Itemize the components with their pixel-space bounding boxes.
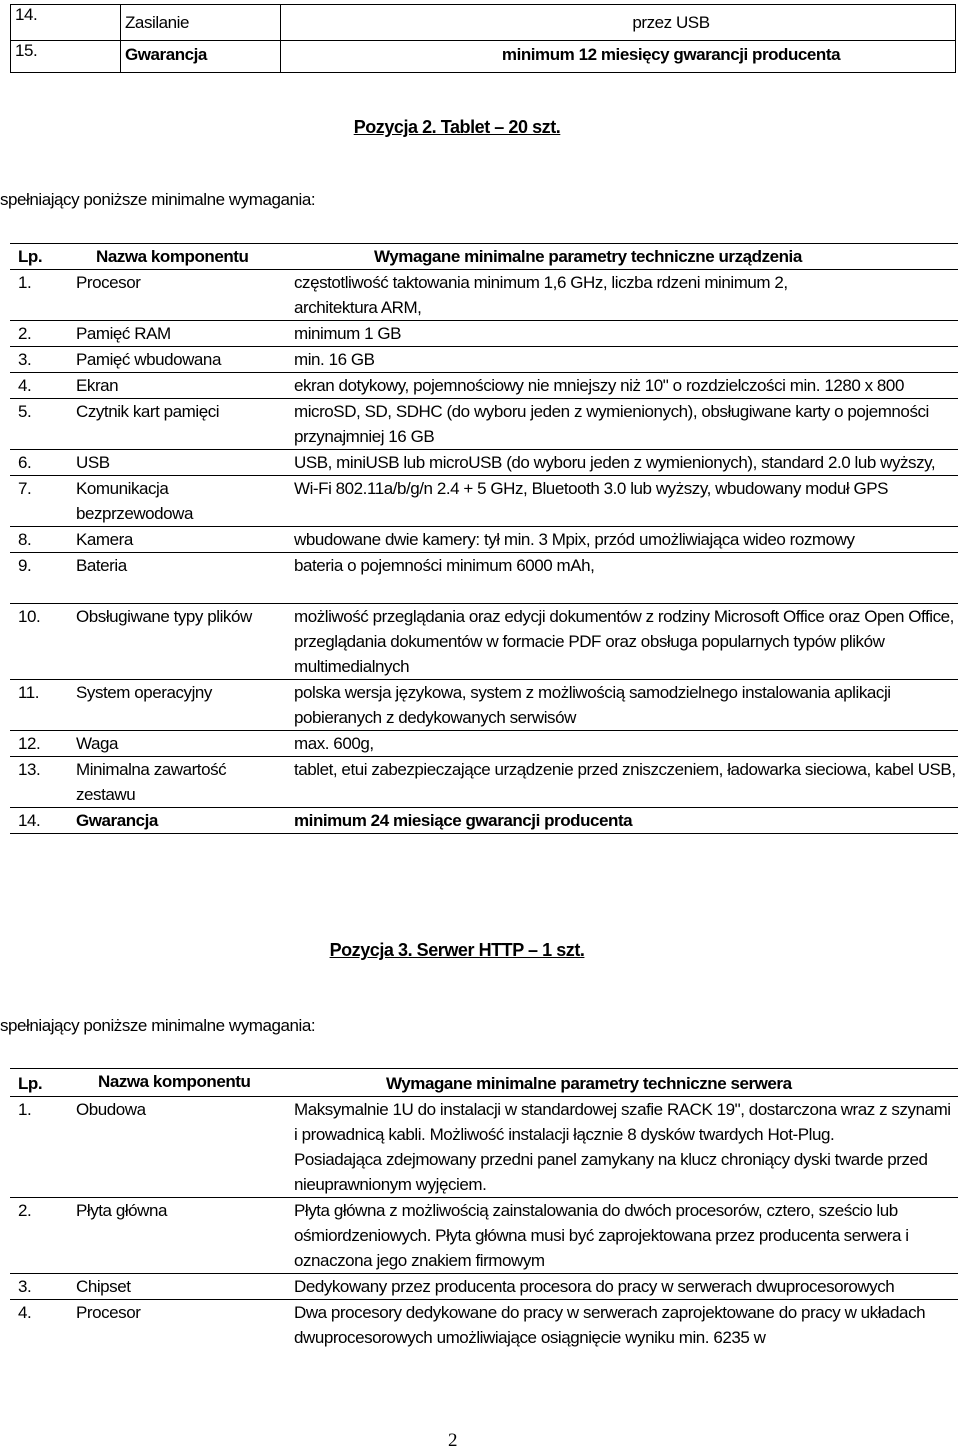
row-name: Chipset (68, 1274, 286, 1300)
section-intro: spełniający poniższe minimalne wymagania: (0, 190, 316, 209)
section-title: Pozycja 3. Serwer HTTP – 1 szt. (329, 940, 585, 960)
table-row (10, 1198, 958, 1274)
row-value: minimum 1 GB (286, 321, 958, 347)
row-number: 1. (10, 270, 68, 321)
row-name: Minimalna zawartość zestawu (68, 757, 286, 808)
row-number: 6. (10, 450, 68, 476)
table-row (10, 680, 958, 731)
row-name: System operacyjny (68, 680, 286, 731)
row-number: 4. (10, 373, 68, 399)
row-value: Dwa procesory dedykowane do pracy w serwerach zaprojektowane do pracy w układach dwuprocesorowych umożliwiające osiągnięcie wyniku min. 6235 w (286, 1300, 958, 1351)
row-value: max. 600g, (286, 731, 958, 757)
row-number: 7. (10, 476, 68, 527)
row-number: 5. (10, 399, 68, 450)
row-name: Bateria (68, 553, 286, 604)
row-name: Komunikacja bezprzewodowa (68, 476, 286, 527)
page-number: 2 (448, 1430, 458, 1451)
row-name: Procesor (68, 270, 286, 321)
row-number: 4. (10, 1300, 68, 1351)
row-value-part: Maksymalnie 1U do instalacji w standardowej szafie RACK 19", dostarczona wraz z szynami i prowadnicą kabli. Możliwość instalacji łącznie 8 dysków twardych Hot-Plug. (294, 1100, 951, 1144)
row-number: 3. (10, 347, 68, 373)
row-number: 12. (10, 731, 68, 757)
table-row (10, 731, 958, 757)
table-row (10, 808, 958, 834)
row-value: Dedykowany przez producenta procesora do pracy w serwerach dwuprocesorowych (286, 1274, 958, 1300)
row-name: Obudowa (68, 1097, 286, 1198)
table-row (10, 553, 958, 604)
table-row (10, 1300, 958, 1351)
header-params: Wymagane minimalne parametry techniczne serwera (286, 1069, 958, 1097)
row-number: 9. (10, 553, 68, 604)
row-value: tablet, etui zabezpieczające urządzenie przed zniszczeniem, ładowarka sieciowa, kabel USB, (286, 757, 958, 808)
section-intro: spełniający poniższe minimalne wymagania: (0, 1016, 316, 1035)
row-number: 2. (10, 321, 68, 347)
row-number: 13. (10, 757, 68, 808)
header-params: Wymagane minimalne parametry techniczne urządzenia (286, 244, 958, 270)
row-value: USB, miniUSB lub microUSB (do wyboru jeden z wymienionych), standard 2.0 lub wyższy, (286, 450, 958, 476)
row-value: microSD, SD, SDHC (do wyboru jeden z wymienionych), obsługiwane karty o pojemności przynajmniej 16 GB (286, 399, 958, 450)
table-row (10, 604, 958, 680)
row-number: 14. (10, 808, 68, 834)
row-name: Pamięć wbudowana (68, 347, 286, 373)
section-title: Pozycja 2. Tablet – 20 szt. (353, 117, 561, 137)
row-number: 11. (10, 680, 68, 731)
row-number: 15. (11, 41, 121, 73)
row-value (286, 1097, 958, 1198)
row-name: Zasilanie (121, 5, 281, 41)
table-row (10, 476, 958, 527)
row-name: Czytnik kart pamięci (68, 399, 286, 450)
row-value: Wi-Fi 802.11a/b/g/n 2.4 + 5 GHz, Bluetooth 3.0 lub wyższy, wbudowany moduł GPS (286, 476, 958, 527)
row-value: Płyta główna z możliwością zainstalowania do dwóch procesorów, cztero, sześcio lub ośmiordzeniowych. Płyta główna musi być zaprojektowana przez producenta serwera i oznaczona jego znakiem firmowym (286, 1198, 958, 1274)
row-value: minimum 24 miesiące gwarancji producenta (286, 808, 958, 834)
table-row (10, 1097, 958, 1198)
table-row (10, 373, 958, 399)
row-name: Płyta główna (68, 1198, 286, 1274)
row-number: 1. (10, 1097, 68, 1198)
table-header-row (10, 1069, 958, 1097)
row-name: USB (68, 450, 286, 476)
row-name: Procesor (68, 1300, 286, 1351)
table-row (10, 347, 958, 373)
row-name: Ekran (68, 373, 286, 399)
header-lp: Lp. (10, 244, 68, 270)
row-value: min. 16 GB (286, 347, 958, 373)
table-header-row (10, 244, 958, 270)
header-name: Nazwa komponentu (68, 244, 286, 270)
row-value: częstotliwość taktowania minimum 1,6 GHz, liczba rdzeni minimum 2, architektura ARM, (286, 270, 958, 321)
row-value: minimum 12 miesięcy gwarancji producenta (281, 41, 956, 73)
row-value: przez USB (281, 5, 956, 41)
table-row (10, 321, 958, 347)
row-number: 10. (10, 604, 68, 680)
row-number: 2. (10, 1198, 68, 1274)
row-name: Waga (68, 731, 286, 757)
server-spec-table (10, 1068, 958, 1350)
row-name: Obsługiwane typy plików (68, 604, 286, 680)
table-row (10, 527, 958, 553)
table-row (10, 1274, 958, 1300)
table-row (10, 399, 958, 450)
table-row (10, 270, 958, 321)
table-row (11, 5, 956, 41)
row-name: Kamera (68, 527, 286, 553)
table-row (10, 757, 958, 808)
row-value: polska wersja językowa, system z możliwością samodzielnego instalowania aplikacji pobieranych z dedykowanych serwisów (286, 680, 958, 731)
row-value-part: Posiadająca zdejmowany przedni panel zamykany na klucz chroniący dyski twarde przed nieuprawnionym wyjęciem. (294, 1150, 928, 1194)
row-number: 3. (10, 1274, 68, 1300)
row-name: Gwarancja (121, 41, 281, 73)
table-row (10, 450, 958, 476)
row-number: 14. (11, 5, 121, 41)
previous-spec-table-tail (10, 4, 956, 73)
row-value: bateria o pojemności minimum 6000 mAh, (286, 553, 958, 604)
header-lp: Lp. (10, 1069, 68, 1097)
table-row (11, 41, 956, 73)
row-number: 8. (10, 527, 68, 553)
row-value: możliwość przeglądania oraz edycji dokumentów z rodziny Microsoft Office oraz Open Office, przeglądania dokumentów w formacie PDF oraz obsługa popularnych typów plików multimedialnych (286, 604, 958, 680)
row-value: wbudowane dwie kamery: tył min. 3 Mpix, przód umożliwiająca wideo rozmowy (286, 527, 958, 553)
row-name: Gwarancja (68, 808, 286, 834)
row-name: Pamięć RAM (68, 321, 286, 347)
row-value: ekran dotykowy, pojemnościowy nie mniejszy niż 10" o rozdzielczości min. 1280 x 800 (286, 373, 958, 399)
header-name: Nazwa komponentu (68, 1069, 286, 1097)
tablet-spec-table (10, 243, 958, 834)
